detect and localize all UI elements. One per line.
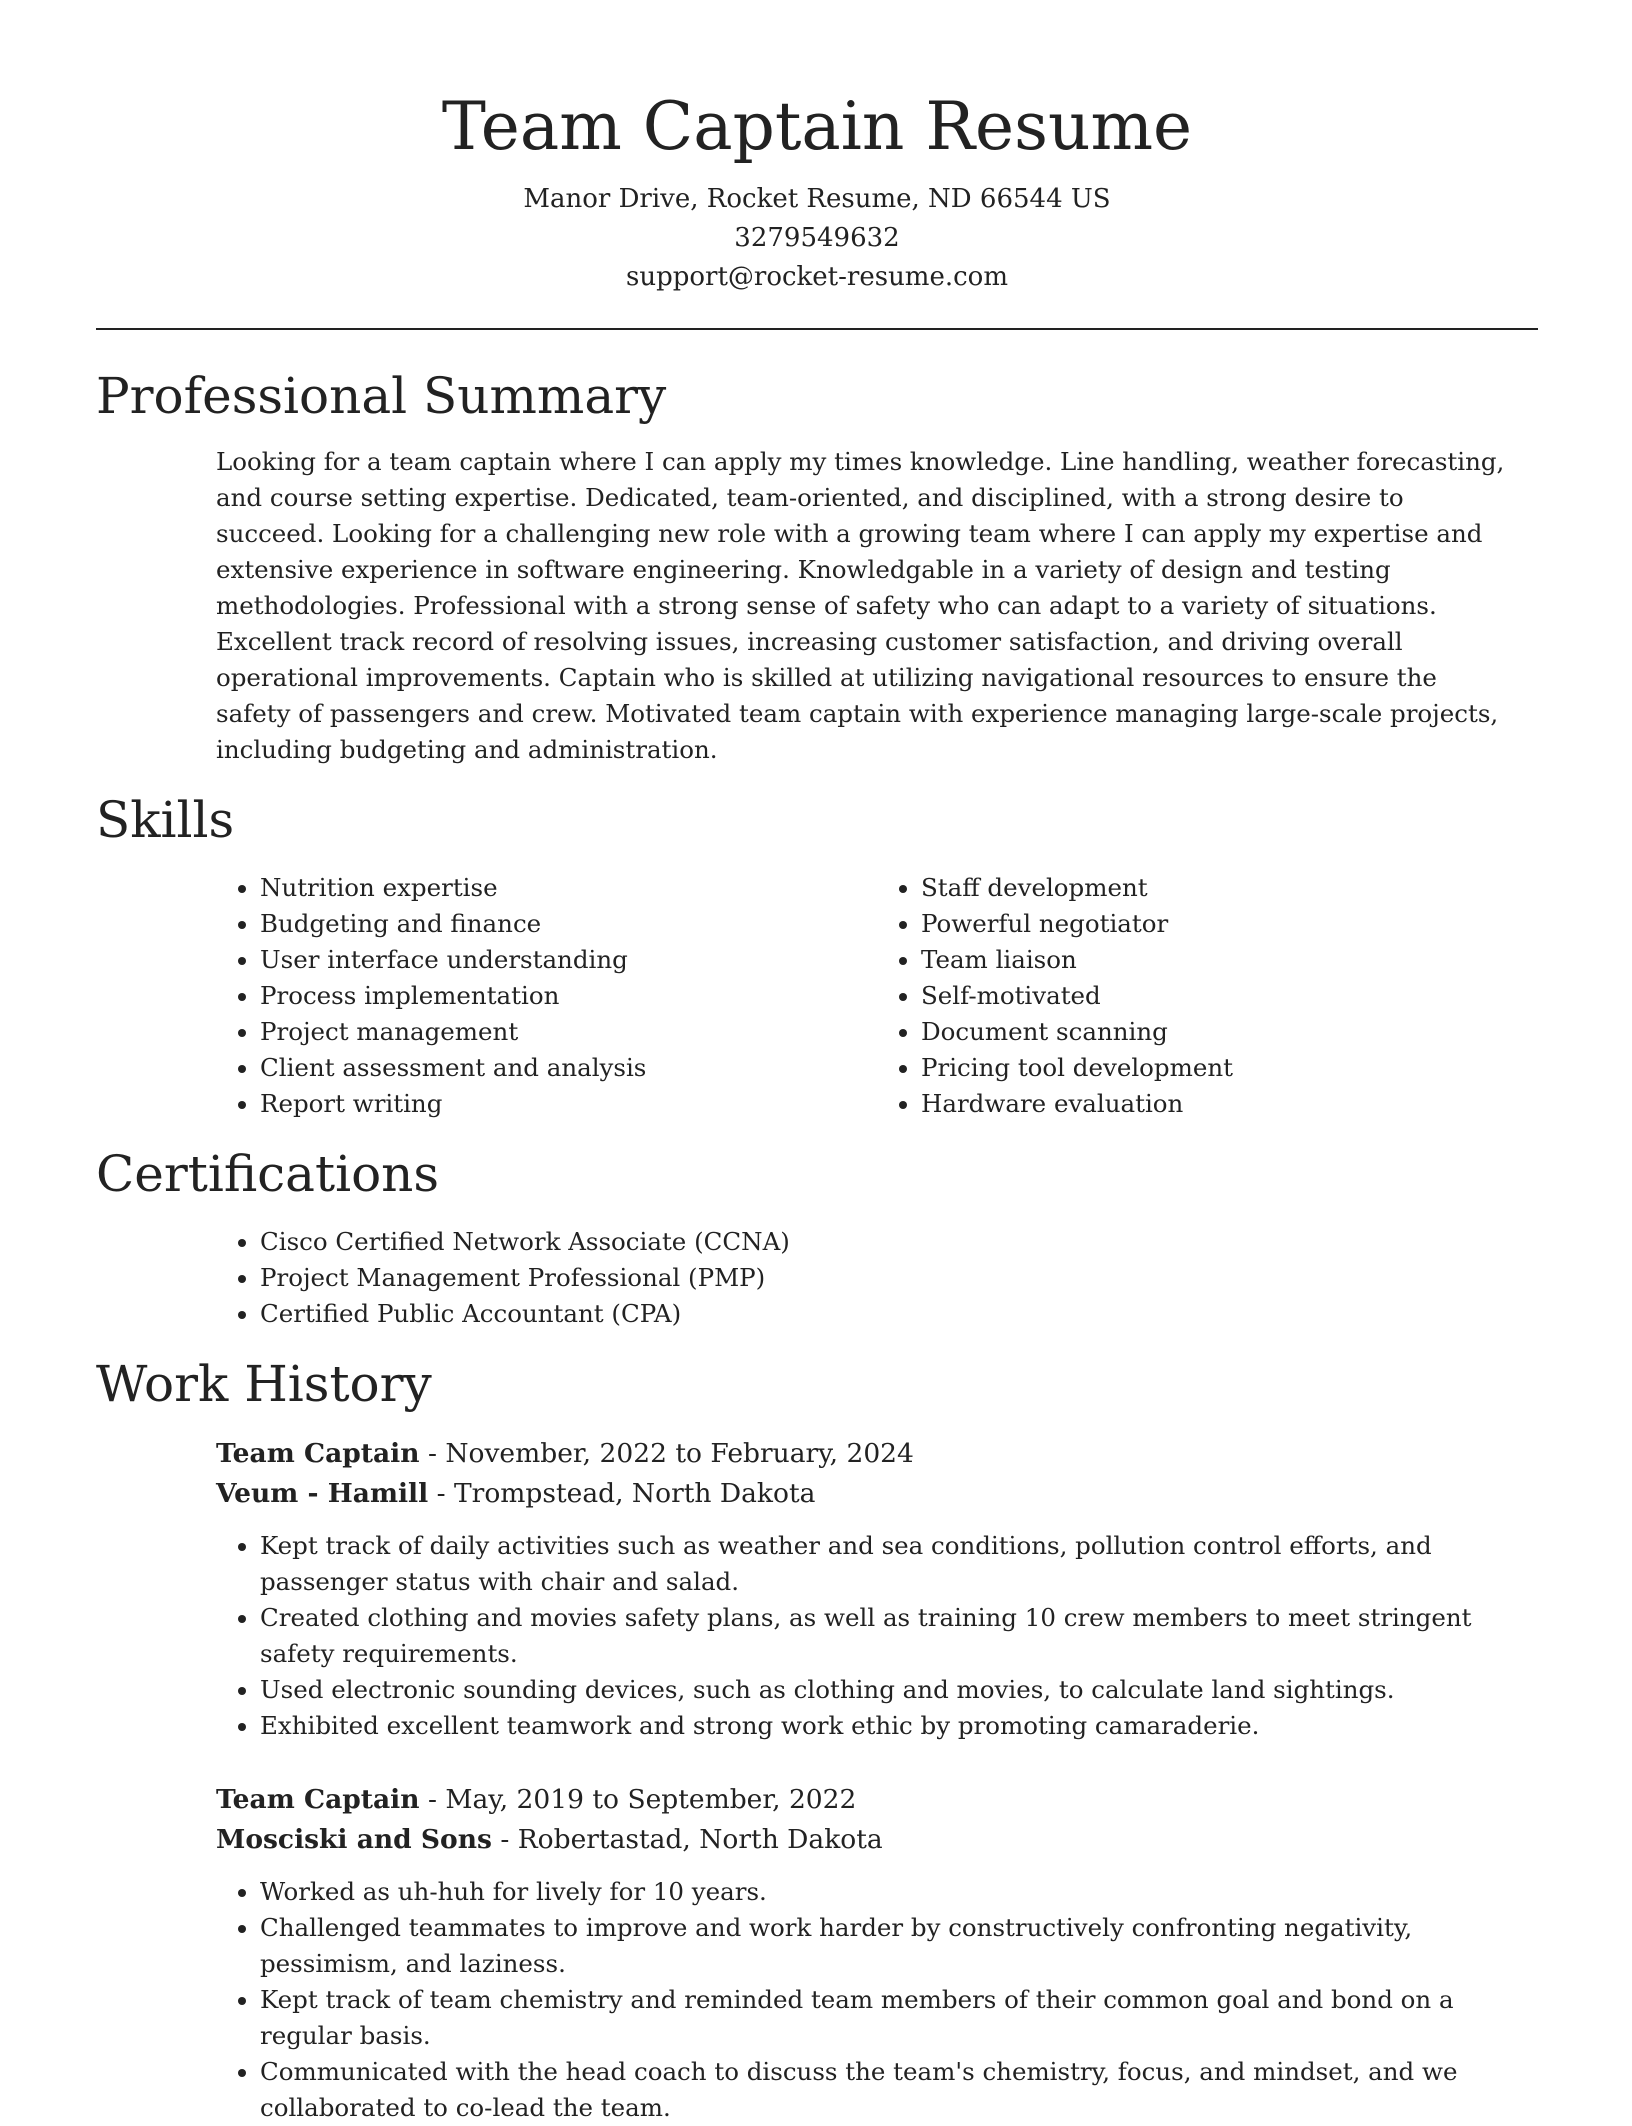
job-bullet: • Kept track of daily activities such as weather and sea conditions, pollution control efforts, and passenger status with chair and salad. xyxy=(260,1528,1506,1600)
skills-column-left xyxy=(216,870,877,1122)
contact-address: Manor Drive, Rocket Resume, ND 66544 US xyxy=(523,184,1111,214)
job-title-line xyxy=(216,1434,1506,1474)
skill-item: • Project management xyxy=(260,1014,877,1050)
job-entry xyxy=(216,1780,1506,2126)
skill-item: • Staff development xyxy=(921,870,1538,906)
resume-title: Team Captain Resume xyxy=(441,88,1193,165)
job-bullet: • Created clothing and movies safety plans, as well as training 10 crew members to meet stringent safety requirements. xyxy=(260,1600,1506,1672)
header-divider xyxy=(96,328,1538,330)
work-history-heading: Work History xyxy=(96,1355,432,1413)
job-bullet: • Used electronic sounding devices, such as clothing and movies, to calculate land sightings. xyxy=(260,1672,1506,1708)
certification-item: • Project Management Professional (PMP) xyxy=(260,1260,1538,1296)
job-bullet: • Communicated with the head coach to discuss the team's chemistry, focus, and mindset, and we collaborated to co-lead the team. xyxy=(260,2054,1506,2126)
job-company-line xyxy=(216,1474,1506,1514)
job-bullet: • Challenged teammates to improve and work harder by constructively confronting negativity, pessimism, and laziness. xyxy=(260,1910,1506,1982)
contact-email: support@rocket-resume.com xyxy=(625,262,1008,292)
skill-item: • Process implementation xyxy=(260,978,877,1014)
skill-item: • Powerful negotiator xyxy=(921,906,1538,942)
job-bullet: • Worked as uh-huh for lively for 10 years. xyxy=(260,1874,1506,1910)
skills-list xyxy=(216,870,1538,1122)
summary-text: Looking for a team captain where I can apply my times knowledge. Line handling, weather forecasting, and course setting expertise. Dedicated, team-oriented, and disciplined, with a strong desire to succeed. Looking for a challenging new role with a growing team where I can apply my expertise and extensive experience in software engineering. Knowledgable in a variety of design and testing methodologies. Professional with a strong sense of safety who can adapt to a variety of situations. Excellent track record of resolving issues, increasing customer satisfaction, and driving overall operational improvements. Captain who is skilled at utilizing navigational resources to ensure the safety of passengers and crew. Motivated team captain with experience managing large-scale projects, including budgeting and administration. xyxy=(216,447,1505,764)
contact-block xyxy=(96,180,1538,297)
skill-item: • Document scanning xyxy=(921,1014,1538,1050)
job-dates: - May, 2019 to September, 2022 xyxy=(419,1784,857,1815)
job-bullet: • Exhibited excellent teamwork and strong work ethic by promoting camaraderie. xyxy=(260,1708,1506,1744)
certifications-list xyxy=(216,1224,1538,1332)
job-dates: - November, 2022 to February, 2024 xyxy=(419,1438,914,1469)
job-title-line xyxy=(216,1780,1506,1820)
job-bullets xyxy=(216,1528,1506,1744)
summary-heading: Professional Summary xyxy=(96,367,667,425)
job-title: Team Captain xyxy=(216,1438,420,1469)
resume-page xyxy=(96,0,1538,2126)
certification-item: • Certified Public Accountant (CPA) xyxy=(260,1296,1538,1332)
skill-item: • Hardware evaluation xyxy=(921,1086,1538,1122)
job-location: - Robertastad, North Dakota xyxy=(491,1824,883,1855)
skill-item: • Report writing xyxy=(260,1086,877,1122)
job-title: Team Captain xyxy=(216,1784,420,1815)
skill-item: • Self-motivated xyxy=(921,978,1538,1014)
job-company: Veum - Hamill xyxy=(216,1478,429,1509)
certification-item: • Cisco Certified Network Associate (CCNA) xyxy=(260,1224,1538,1260)
skills-heading: Skills xyxy=(96,791,235,849)
job-location: - Trompstead, North Dakota xyxy=(428,1478,816,1509)
job-company-line xyxy=(216,1820,1506,1860)
contact-phone: 3279549632 xyxy=(734,223,900,253)
job-company: Mosciski and Sons xyxy=(216,1824,492,1855)
skill-item: • Pricing tool development xyxy=(921,1050,1538,1086)
skill-item: • Nutrition expertise xyxy=(260,870,877,906)
skills-column-right xyxy=(877,870,1538,1122)
skill-item: • User interface understanding xyxy=(260,942,877,978)
job-bullet: • Kept track of team chemistry and reminded team members of their common goal and bond on a regular basis. xyxy=(260,1982,1506,2054)
certifications-heading: Certifications xyxy=(96,1145,440,1203)
job-bullets xyxy=(216,1874,1506,2126)
skill-item: • Client assessment and analysis xyxy=(260,1050,877,1086)
skill-item: • Team liaison xyxy=(921,942,1538,978)
job-entry xyxy=(216,1434,1506,1744)
skill-item: • Budgeting and finance xyxy=(260,906,877,942)
